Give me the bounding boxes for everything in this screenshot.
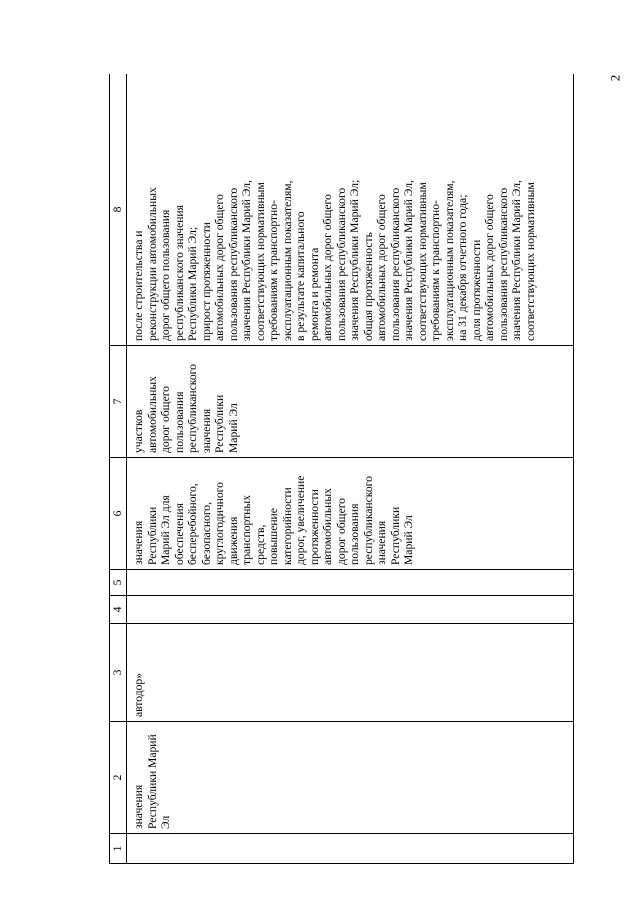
program-table	[109, 74, 574, 864]
rotated-page-content	[109, 74, 574, 864]
document-table-frame	[109, 74, 574, 864]
cell-col-7: участков автомобильных дорог общего пользования республиканского значения Республики Марий Эл	[127, 346, 574, 458]
column-header-5: 5	[110, 570, 127, 596]
cell-col-5	[127, 570, 574, 596]
column-header-7: 7	[110, 346, 127, 458]
page-number: 2	[607, 74, 623, 82]
table-row	[127, 74, 574, 864]
cell-col-8: после строительства и реконструкции автомобильных дорог общего пользования республиканского значения Республики Марий Эл; прирост протяженности автомобильных дорог общего пользования республиканского значения Республики Марий Эл, соответствующих нормативным требованиям к транспортно- эксплуатационным показателям, в результате капитального ремонта и ремонта автомобильных дорог общего пользования республиканского значения Республики Марий Эл; общая протяженность автомобильных дорог общего пользования республиканского значения Республики Марий Эл, соответствующих нормативным требованиям к транспортно- эксплуатационным показателям, на 31 декабря отчетного года; доля протяженности автомобильных дорог общего пользования республиканского значения Республики Марий Эл, соответствующих нормативным	[127, 74, 574, 346]
cell-col-2: значения Республики Марий Эл	[127, 722, 574, 834]
cell-col-6: значения Республики Марий Эл для обеспечения бесперебойного, безопасного, круглогодичного движения транспортных средств, повышение категорийности дорог, увеличение протяженности автомобильных дорог общего пользования республиканского значения Республики Марий Эл	[127, 458, 574, 570]
column-header-2: 2	[110, 722, 127, 834]
column-header-8: 8	[110, 74, 127, 346]
column-header-1: 1	[110, 834, 127, 864]
column-header-4: 4	[110, 596, 127, 624]
column-header-3: 3	[110, 624, 127, 722]
cell-col-1	[127, 834, 574, 864]
column-header-6: 6	[110, 458, 127, 570]
table-header-row	[110, 74, 127, 864]
cell-col-4	[127, 596, 574, 624]
cell-col-3: автодор»	[127, 624, 574, 722]
